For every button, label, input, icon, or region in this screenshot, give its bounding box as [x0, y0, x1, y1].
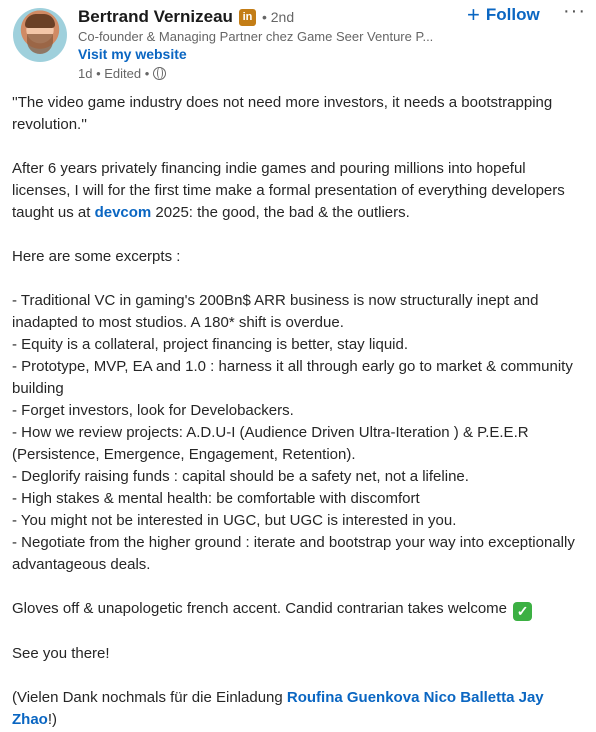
devcom-hashtag-link[interactable]: devcom [94, 204, 152, 221]
mention-link[interactable]: Nico Balletta [423, 688, 515, 706]
author-name-row[interactable] [78, 7, 294, 27]
intro-text-1: After 6 years privately financing indie games and pouring millions into hopeful licenses, I will for the first time make a formal presentation of everything developers taught us at [12, 160, 565, 221]
plus-icon: + [467, 2, 480, 27]
more-options-icon[interactable]: ··· [563, 0, 586, 22]
excerpt-item: - Prototype, MVP, EA and 1.0 : harness it all through early go to market & community building [12, 358, 573, 397]
post-time-edited: 1d • Edited • [78, 66, 150, 81]
avatar-beard [27, 34, 53, 54]
post-closing [12, 598, 587, 621]
author-headline: Co-founder & Managing Partner chez Game Seer Venture P... [78, 29, 434, 44]
closing-text: Gloves off & unapologetic french accent. Candid contrarian takes welcome [12, 600, 507, 617]
post-body [12, 92, 587, 731]
intro-text-2: 2025: the good, the bad & the outliers. [151, 204, 410, 221]
connection-degree: • 2nd [261, 9, 295, 25]
see-you-text: See you there! [12, 644, 110, 662]
excerpt-item: - High stakes & mental health: be comfortable with discomfort [12, 490, 420, 507]
author-name[interactable]: Bertrand Vernizeau [78, 7, 233, 26]
excerpt-item: - Negotiate from the higher ground : iterate and bootstrap your way into exceptionally advantageous deals. [12, 534, 575, 573]
post-meta [78, 66, 166, 81]
excerpts-heading: Here are some excerpts : [12, 248, 181, 265]
mention-link[interactable]: Jay Zhao [12, 688, 544, 728]
excerpt-item: - Traditional VC in gaming's 200Bn$ ARR business is now structurally inept and inadapted to most studios. A 180* shift is overdue. [12, 292, 539, 331]
thanks-prefix: (Vielen Dank nochmals für die Einladung [12, 688, 287, 706]
mention-link[interactable]: Roufina Guenkova [286, 688, 420, 706]
thanks-suffix: !) [47, 710, 58, 728]
check-mark-emoji-icon: ✓ [513, 602, 532, 621]
avatar-hair [25, 14, 55, 28]
excerpts-list [12, 290, 587, 576]
post-quote: ''The video game industry does not need more investors, it needs a bootstrapping revolution.'' [12, 94, 553, 133]
excerpt-item: - Deglorify raising funds : capital should be a safety net, not a lifeline. [12, 468, 469, 485]
follow-button[interactable] [467, 2, 540, 27]
excerpt-item: - Forget investors, look for Develobackers. [12, 402, 294, 419]
linkedin-premium-badge-icon: in [239, 9, 256, 26]
excerpt-item: - You might not be interested in UGC, but UGC is interested in you. [12, 512, 457, 529]
excerpt-item: - Equity is a collateral, project financing is better, stay liquid. [12, 336, 409, 353]
post-intro [12, 158, 587, 224]
excerpt-item: - How we review projects: A.D.U-I (Audience Driven Ultra-Iteration ) & P.E.E.R (Persistence, Emergence, Engagement, Retention). [12, 424, 529, 463]
post-thanks [12, 687, 587, 731]
visit-website-link[interactable]: Visit my website [78, 46, 187, 62]
follow-label: Follow [485, 5, 540, 24]
author-avatar[interactable] [13, 8, 67, 62]
globe-icon [153, 67, 166, 80]
